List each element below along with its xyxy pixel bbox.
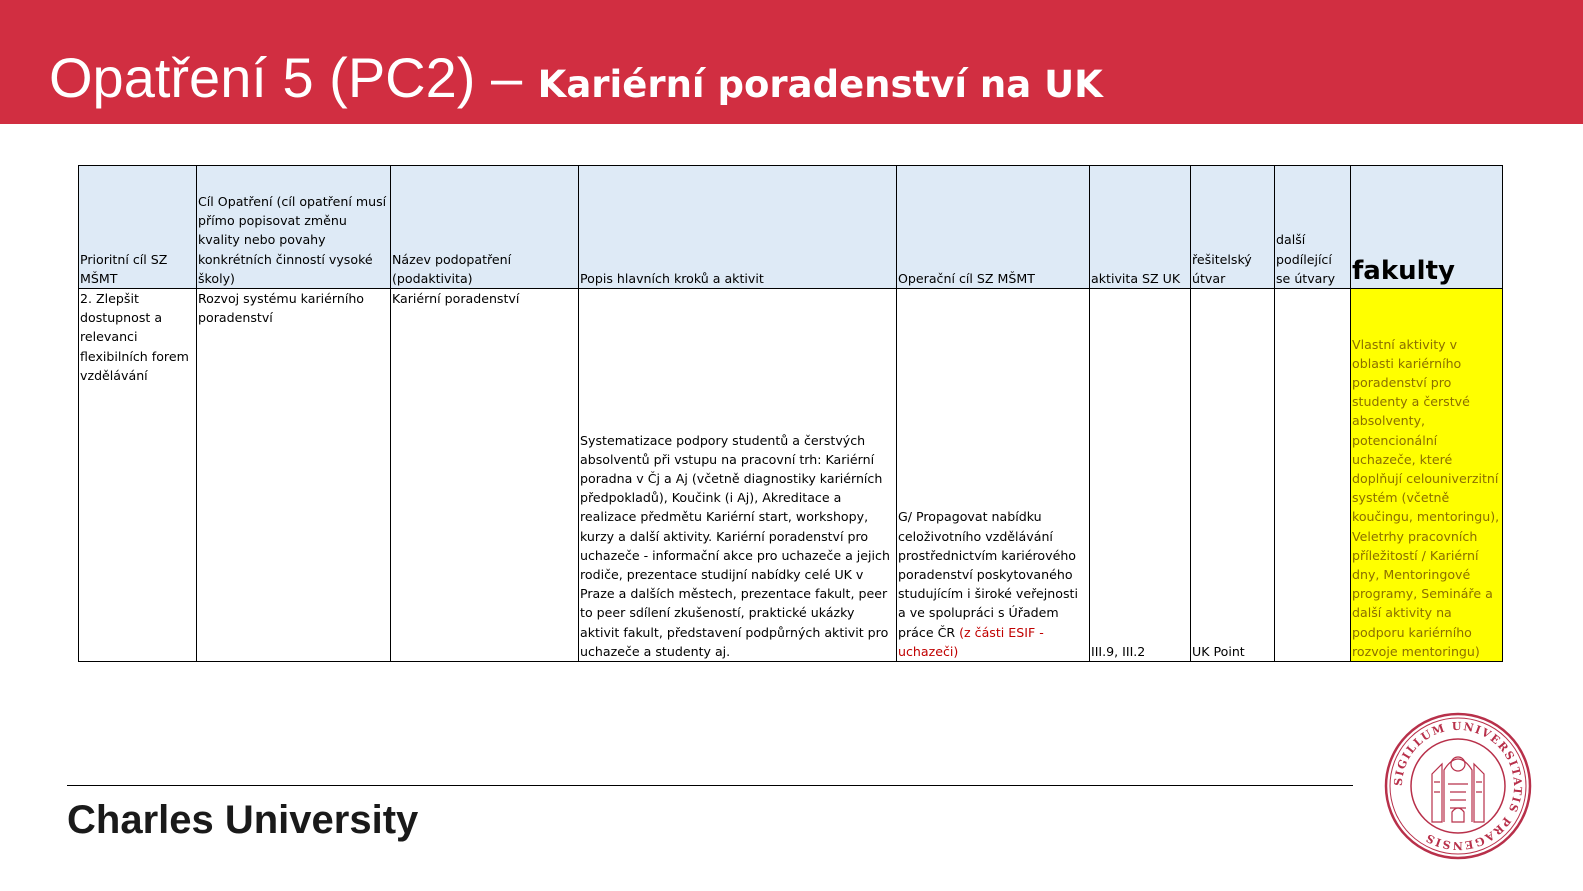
cell-measure-goal: Rozvoj systému kariérního poradenství <box>197 289 391 662</box>
column-header: Název podopatření (podaktivita) <box>391 166 579 289</box>
column-header: aktivita SZ UK <box>1090 166 1191 289</box>
university-name: Charles University <box>67 798 419 842</box>
cell-description: Systematizace podpory studentů a čerstvých absolventů při vstupu na pracovní trh: Kariérní poradna v Čj a Aj (včetně diagnostiky kariérních předpokladů), Koučink (i Aj), Akreditace a realizace předmětu Kariérní start, workshopy, kurzy a další aktivity. Kariérní poradenství pro uchazeče - informační akce pro uchazeče a jejich rodiče, prezentace studijní nabídky celé UK v Praze a dalších městech, prezentace fakult, peer to peer sdílení zkušeností, praktické ukázky aktivit fakult, představení podpůrných aktivit pro uchazeče a studenty aj. <box>579 289 897 662</box>
cell-responsible-unit: UK Point <box>1191 289 1275 662</box>
measures-table <box>78 165 1503 662</box>
column-header-faculties: fakulty <box>1351 166 1503 289</box>
slide-title <box>49 46 1103 109</box>
title-subtitle: Kariérní poradenství na UK <box>537 63 1103 106</box>
cell-faculties: Vlastní aktivity v oblasti kariérního poradenství pro studenty a čerstvé absolventy, potencionální uchazeče, které doplňují celouniverzitní systém (včetně koučingu, mentoringu), Veletrhy pracovních příležitostí / Kariérní dny, Mentoringové programy, Semináře a další aktivity na podporu kariérního rozvoje mentoringu) <box>1351 289 1503 662</box>
operational-goal-text: G/ Propagovat nabídku celoživotního vzdělávání prostřednictvím kariérového poradenství poskytovaného studujícím i široké veřejnosti a ve spolupráci s Úřadem práce ČR <box>898 509 1078 640</box>
footer-divider <box>67 785 1353 786</box>
column-header: Popis hlavních kroků a aktivit <box>579 166 897 289</box>
table-row <box>79 289 1503 662</box>
cell-activity: III.9, III.2 <box>1090 289 1191 662</box>
cell-sub-measure: Kariérní poradenství <box>391 289 579 662</box>
table-header-row <box>79 166 1503 289</box>
title-main: Opatření 5 (PC2) – <box>49 46 538 109</box>
operational-goal-note: (z části ESIF - uchazeči) <box>898 624 1044 659</box>
cell-operational-goal <box>897 289 1090 662</box>
column-header: řešitelský útvar <box>1191 166 1275 289</box>
column-header: další podílející se útvary <box>1275 166 1351 289</box>
cell-priority-goal: 2. Zlepšit dostupnost a relevanci flexibilních forem vzdělávání <box>79 289 197 662</box>
column-header: Cíl Opatření (cíl opatření musí přímo popisovat změnu kvality nebo povahy konkrétních činností vysoké školy) <box>197 166 391 289</box>
seal-text: SIGILLUM UNIVERSITATIS PRAGENSIS <box>1391 719 1525 853</box>
university-seal-logo <box>1384 712 1532 860</box>
column-header: Prioritní cíl SZ MŠMT <box>79 166 197 289</box>
cell-other-units <box>1275 289 1351 662</box>
column-header: Operační cíl SZ MŠMT <box>897 166 1090 289</box>
